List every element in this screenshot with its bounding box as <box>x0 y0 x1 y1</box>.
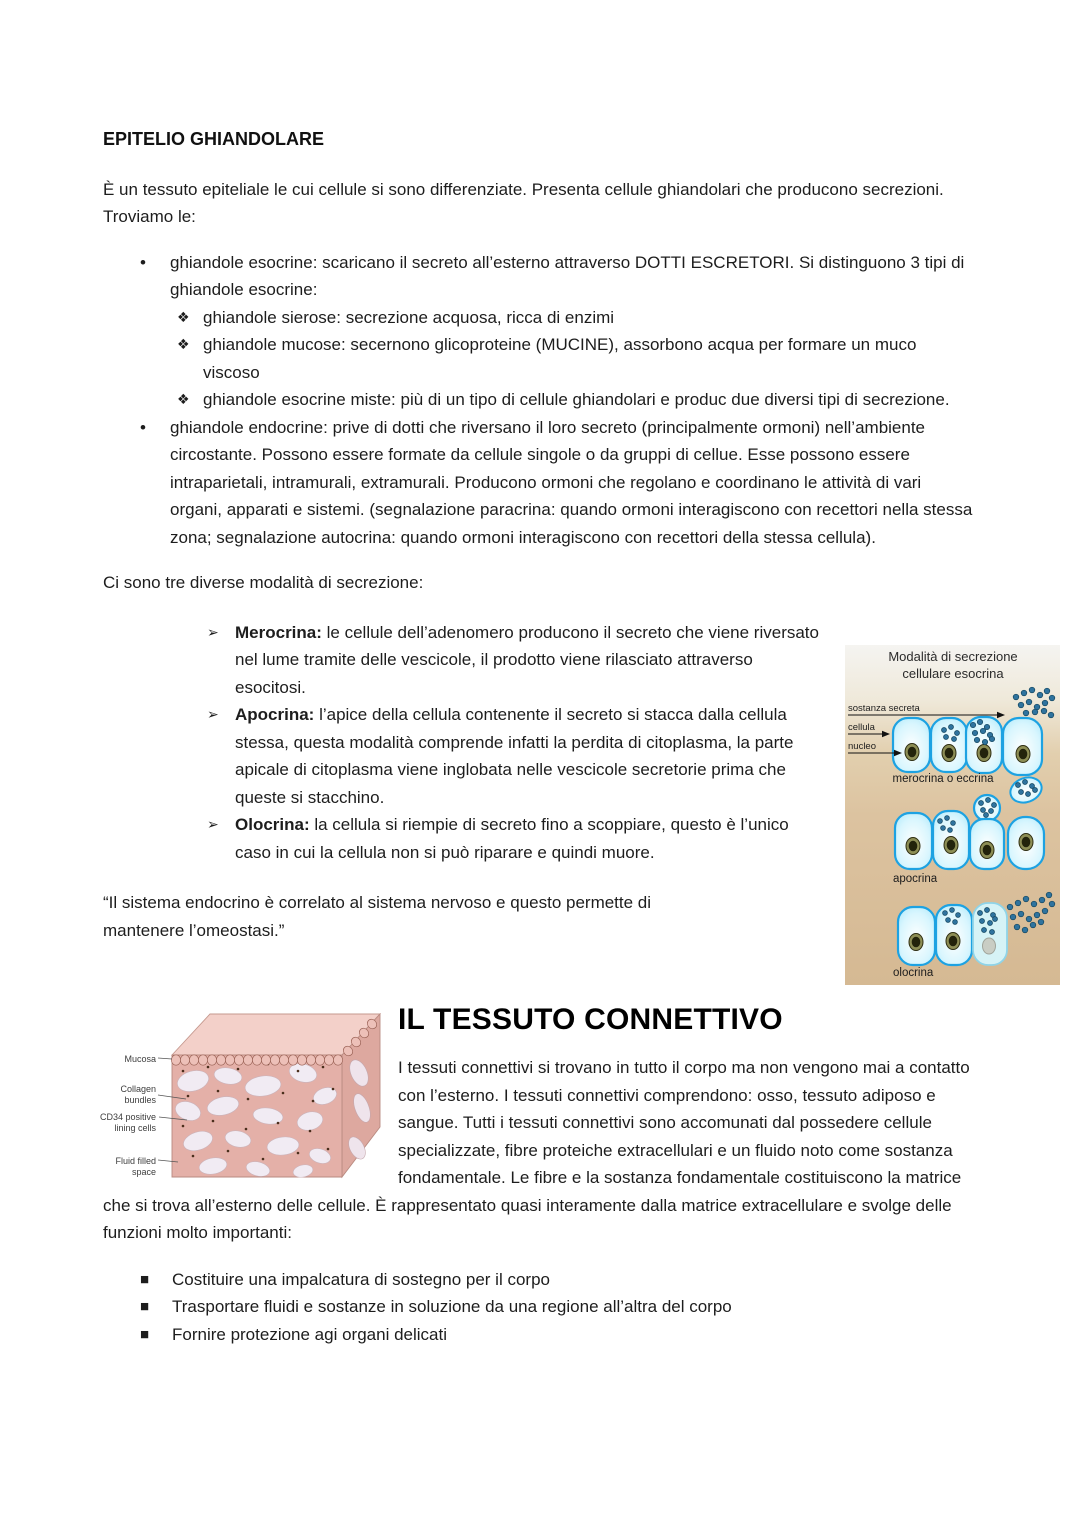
connective-body: I tessuti connettivi si trovano in tutto il corpo ma non vengono mai a contatto con l’esterno. I tessuti connettivi comprendono: osso, tessuto adiposo e sangue. Tutti i tessuti connettivi sono accomunati dal possedere cellule specializzate, fibre proteiche extracellulari e un fluido noto come sostanza fondamentale. Le fibre e la sostanza fondamentale costituiscono la matrice che si trova all’esterno delle cellule. È rappresentato quasi interamente dalla matrice extracellulare e svolge delle funzioni molto importanti: <box>103 1058 970 1242</box>
mucous-text: ghiandole mucose: secernono glicoproteine (MUCINE), assorbono acqua per formare un muco viscoso <box>203 335 917 382</box>
holocrine-term: Olocrina: <box>235 815 310 834</box>
list-item-function-protection <box>103 1321 975 1349</box>
tissue-label-fluid-1: Fluid filled <box>115 1156 156 1166</box>
square-bullet-icon: ■ <box>140 1298 150 1315</box>
holocrine-text: la cellula si riempie di secreto fino a scoppiare, questo è l’unico caso in cui la cellula non si può riparare e quindi muore. <box>235 815 789 862</box>
holocrine-caption: olocrina <box>893 967 934 979</box>
apocrine-caption: apocrina <box>893 873 938 885</box>
apocrine-term: Apocrina: <box>235 705 315 724</box>
diamond-bullet-icon: ❖ <box>177 336 190 352</box>
functions-list <box>103 1266 975 1349</box>
connective-section <box>99 1001 975 1348</box>
list-item-mixed <box>103 386 975 414</box>
tissue-label-collagen-2: bundles <box>124 1095 156 1105</box>
list-item-function-support <box>103 1266 975 1294</box>
square-bullet-icon: ■ <box>140 1325 150 1343</box>
secretion-intro: Ci sono tre diverse modalità di secrezione: <box>103 573 424 592</box>
nucleus-label: nucleo <box>848 741 876 752</box>
merocrine-text: le cellule dell’adenomero producono il secreto che viene riversato nel lume tramite delle vescicole, il prodotto viene rilasciato attraverso esocitosi. <box>235 622 819 697</box>
list-item-mucous <box>103 331 975 386</box>
gland-types-list <box>103 249 975 552</box>
disc-bullet-icon: • <box>140 417 146 437</box>
merocrine-caption: merocrina o eccrina <box>892 773 994 785</box>
list-item-exocrine <box>103 249 975 304</box>
arrow-bullet-icon: ➢ <box>207 816 219 832</box>
tissue-label-cd34-2: lining cells <box>114 1123 156 1133</box>
cell-label: cellula <box>848 722 875 733</box>
square-bullet-icon: ■ <box>140 1270 150 1288</box>
page-title: EPITELIO GHIANDOLARE <box>103 129 325 149</box>
secretion-figure-svg <box>845 645 1060 985</box>
diamond-bullet-icon: ❖ <box>177 391 190 407</box>
tissue-label-mucosa: Mucosa <box>124 1054 156 1064</box>
list-item-function-transport <box>103 1293 975 1321</box>
function-protection-text: Fornire protezione agi organi delicati <box>172 1324 447 1344</box>
list-item-holocrine <box>103 811 828 866</box>
tissue-label-cd34-1: CD34 positive <box>99 1112 156 1122</box>
secreted-substance-label: sostanza secreta <box>848 703 920 714</box>
tissue-label-collagen-1: Collagen <box>120 1084 156 1094</box>
exocrine-text: ghiandole esocrine: scaricano il secreto all’esterno attraverso DOTTI ESCRETORI. Si distinguono 3 tipi di ghiandole esocrine: <box>170 252 965 299</box>
secretion-modes-figure <box>845 645 1060 985</box>
disc-bullet-icon: • <box>140 252 146 272</box>
mixed-text: ghiandole esocrine miste: più di un tipo di cellule ghiandolari e produc due diversi tipi di secrezione. <box>203 390 950 409</box>
function-support-text: Costituire una impalcatura di sostegno per il corpo <box>172 1269 550 1289</box>
secretion-modes-list <box>103 619 828 867</box>
figure-title-line2: cellulare esocrina <box>902 666 1004 681</box>
diamond-bullet-icon: ❖ <box>177 308 190 325</box>
connective-title: IL TESSUTO CONNETTIVO <box>398 1003 783 1036</box>
tissue-figure <box>98 1001 398 1191</box>
tissue-label-fluid-2: space <box>131 1167 156 1177</box>
list-item-merocrine <box>103 619 828 702</box>
intro-paragraph: È un tessuto epiteliale le cui cellule si sono differenziate. Presenta cellule ghiandolari che producono secrezioni. Troviamo le: <box>103 179 944 226</box>
apocrine-text: l’apice della cellula contenente il secreto si stacca dalla cellula stessa, questa modalità comprende infatti la perdita di citoplasma, la parte apicale di citoplasma viene inglobata nelle vescicole secretorie prima che queste si stacchino. <box>235 705 794 807</box>
list-item-apocrine <box>103 701 828 811</box>
serous-text: ghiandole sierose: secrezione acquosa, ricca di enzimi <box>203 307 615 327</box>
function-transport-text: Trasportare fluidi e sostanze in soluzione da una regione all’altra del corpo <box>172 1297 732 1316</box>
endocrine-text: ghiandole endocrine: prive di dotti che riversano il loro secreto (principalmente ormoni) nell’ambiente circostante. Possono essere formate da cellule singole o da gruppi di cellue. Esse possono essere intraparietali, intramurali, extramurali. Producono ormoni che regolano e coordinano le attività di vari organi, apparati e sistemi. (segnalazione paracrina: quando ormoni interagiscono con recettori nella stessa zona; segnalazione autocrina: quando ormoni interagiscono con recettori della stessa cellula). <box>170 417 973 547</box>
merocrine-term: Merocrina: <box>235 622 322 642</box>
endocrine-quote: “Il sistema endocrino è correlato al sistema nervoso e questo permette di mantenere l’omeostasi.” <box>103 893 652 940</box>
list-item-serous <box>103 304 975 332</box>
figure-title-line1: Modalità di secrezione <box>888 649 1018 664</box>
tissue-figure-svg <box>98 1001 398 1191</box>
arrow-bullet-icon: ➢ <box>207 706 219 722</box>
list-item-endocrine <box>103 414 975 552</box>
tissue-labels <box>100 1054 157 1177</box>
arrow-bullet-icon: ➢ <box>207 623 219 640</box>
ghost-nucleus <box>983 938 996 954</box>
